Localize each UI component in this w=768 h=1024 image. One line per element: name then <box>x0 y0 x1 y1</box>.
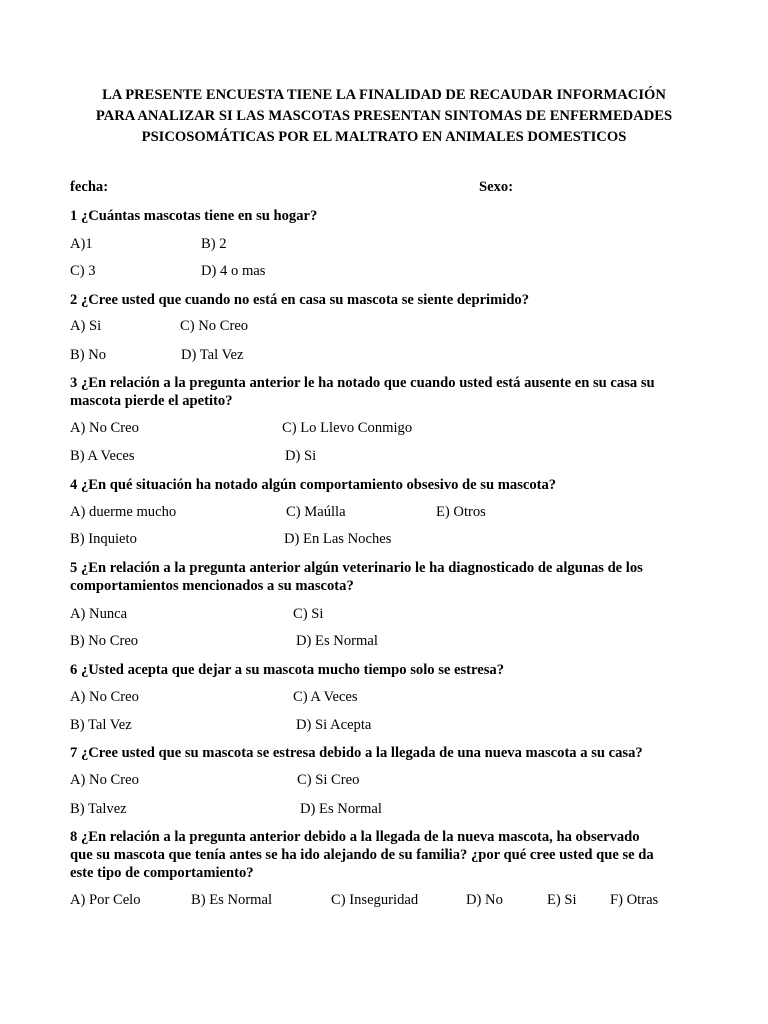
option-3c: C) Lo Llevo Conmigo <box>282 420 413 436</box>
question-8-line-2: que su mascota que tenía antes se ha ido alejando de su familia? ¿por qué cree usted que se da <box>70 847 654 863</box>
question-6: 6 ¿Usted acepta que dejar a su mascota mucho tiempo solo se estresa? <box>70 662 504 678</box>
option-6d: D) Si Acepta <box>296 717 372 733</box>
option-5b: B) No Creo <box>70 633 139 649</box>
option-7a: A) No Creo <box>70 772 139 788</box>
title-line: PARA ANALIZAR SI LAS MASCOTAS PRESENTAN SINTOMAS DE ENFERMEDADES <box>95 108 673 124</box>
option-7c: C) Si Creo <box>297 772 360 788</box>
fecha-label: fecha: <box>70 179 109 195</box>
option-8a: A) Por Celo <box>70 892 141 908</box>
option-6a: A) No Creo <box>70 689 139 705</box>
question-1: 1 ¿Cuántas mascotas tiene en su hogar? <box>70 208 318 224</box>
option-4c: C) Maúlla <box>286 504 346 520</box>
option-2a: A) Si <box>70 318 102 334</box>
option-8d: D) No <box>466 892 503 908</box>
option-5a: A) Nunca <box>70 606 128 622</box>
option-4e: E) Otros <box>436 504 486 520</box>
option-8e: E) Si <box>547 892 577 908</box>
option-5d: D) Es Normal <box>296 633 378 649</box>
option-2c: C) No Creo <box>180 318 249 334</box>
option-1c: C) 3 <box>70 263 96 279</box>
option-8b: B) Es Normal <box>191 892 273 908</box>
option-2d: D) Tal Vez <box>181 347 244 363</box>
option-7b: B) Talvez <box>70 801 127 817</box>
question-7: 7 ¿Cree usted que su mascota se estresa debido a la llegada de una nueva mascota a su casa? <box>70 745 643 761</box>
question-2: 2 ¿Cree usted que cuando no está en casa su mascota se siente deprimido? <box>70 292 530 308</box>
option-6c: C) A Veces <box>293 689 358 705</box>
option-1d: D) 4 o mas <box>201 263 266 279</box>
question-8-line-3: este tipo de comportamiento? <box>70 865 254 881</box>
option-4b: B) Inquieto <box>70 531 137 547</box>
question-3-line-2: mascota pierde el apetito? <box>70 393 233 409</box>
question-3-line-1: 3 ¿En relación a la pregunta anterior le ha notado que cuando usted está ausente en su casa su <box>70 375 655 391</box>
question-4: 4 ¿En qué situación ha notado algún comportamiento obsesivo de su mascota? <box>70 477 557 493</box>
option-3d: D) Si <box>285 448 317 464</box>
question-5-line-1: 5 ¿En relación a la pregunta anterior algún veterinario le ha diagnosticado de algunas de los <box>70 560 643 576</box>
option-8f: F) Otras <box>610 892 659 908</box>
question-5-line-2: comportamientos mencionados a su mascota? <box>70 578 354 594</box>
option-2b: B) No <box>70 347 107 363</box>
option-5c: C) Si <box>293 606 324 622</box>
question-8-line-1: 8 ¿En relación a la pregunta anterior debido a la llegada de la nueva mascota, ha observado <box>70 829 640 845</box>
document-title <box>60 85 708 148</box>
sexo-label: Sexo: <box>479 179 514 195</box>
option-8c: C) Inseguridad <box>331 892 419 908</box>
option-3b: B) A Veces <box>70 448 135 464</box>
option-4a: A) duerme mucho <box>70 504 177 520</box>
option-7d: D) Es Normal <box>300 801 382 817</box>
title-line: PSICOSOMÁTICAS POR EL MALTRATO EN ANIMALES DOMESTICOS <box>141 129 627 145</box>
option-1a: A)1 <box>70 236 93 252</box>
title-line: LA PRESENTE ENCUESTA TIENE LA FINALIDAD DE RECAUDAR INFORMACIÓN <box>102 87 666 103</box>
option-6b: B) Tal Vez <box>70 717 132 733</box>
option-3a: A) No Creo <box>70 420 139 436</box>
option-4d: D) En Las Noches <box>284 531 392 547</box>
option-1b: B) 2 <box>201 236 227 252</box>
